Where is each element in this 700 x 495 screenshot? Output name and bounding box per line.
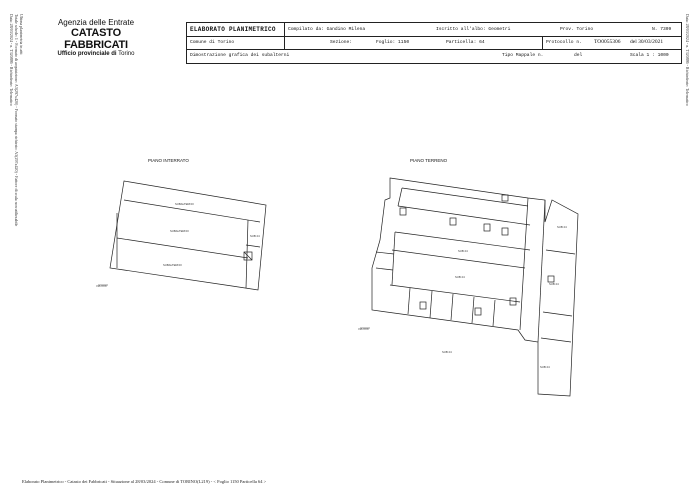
room-label: SUBALTERNO [175,202,194,206]
terreno-wall [430,291,432,318]
header-protocollo-date: del 30/03/2021 [630,39,664,45]
terreno-wall [546,250,575,254]
terreno-wall [543,312,572,316]
terreno-wall [472,297,474,323]
sub-label: SUB 24 [540,365,550,369]
side-line-1: Data: 28/03/2024 - n. T320886 - Richiedente: Telematico [9,14,14,106]
terreno-wall [376,268,393,270]
terreno-wall [398,206,530,225]
interrato-wall [246,245,260,247]
header-foglio: Foglio: 1150 [376,40,410,45]
interrato-wall [117,238,248,258]
sub-label: SUB 24 [549,282,559,286]
side-line-2: Totale schede: 1 - Formato di acquisizione: A3(297x420) - Formato stampa richiesto: A3(297x420) - Fattore di scala non utilizzabile [14,14,19,227]
header-scala: Scala 1 : 1000 [630,53,669,58]
interrato-outline [110,181,266,290]
header-comune: Comune di Torino [190,40,235,45]
interrato-stair-line [244,252,252,260]
agency-catasto: CATASTO FABBRICATI [64,27,128,51]
header-n: N. 7309 [652,27,672,32]
note-label: VIA XXX [358,327,369,331]
side-right-line-1: Data: 28/03/2024 - n. T320886 - Richiedente: Telematico [685,14,690,106]
sub-label: SUB 24 [458,249,468,253]
terreno-wall [392,232,395,285]
terreno-stair [502,228,508,235]
terreno-wall [520,198,528,330]
header-prov: Prov. Torino [560,27,594,32]
sub-label: SUB 24 [250,234,260,238]
agency-office-city: Torino [118,51,135,57]
terreno-wall [541,338,571,342]
room-label: SUBALTERNO [170,229,189,233]
header-protocollo-label: Protocollo n. [546,40,582,45]
note-label: VIA XXX [96,284,107,288]
header-particella: Particella: 64 [446,40,485,45]
terreno-wall [398,188,402,206]
terreno-wall [538,200,545,342]
terreno-wall [493,300,495,326]
footer-text: Elaborato Planimetrico - Catasto dei Fabbricati - Situazione al 28/03/2024 - Comune di TORINO(L219) - < Foglio 1150 Particella 64 > [22,479,267,484]
terreno-stair [484,224,490,231]
terreno-stair [400,208,406,215]
terreno-wall [451,294,453,320]
plan-interrato [110,181,266,290]
terreno-stair [420,302,426,309]
header-tipo-mappale: Tipo Mappale n. [502,53,544,58]
header-del: del [574,53,583,58]
agency-office-prefix: Ufficio provinciale di [57,51,117,57]
plan-terreno [372,178,578,396]
terreno-stair [502,195,508,201]
plan-label-terreno: PIANO TERRENO [410,158,448,163]
plan-label-interrato: PIANO INTERRATO [148,158,189,163]
terreno-wall [408,288,410,314]
sub-label: SUB 24 [455,275,465,279]
terreno-wall [402,188,528,206]
side-line-3: Ultima planimetria in atti [19,14,24,55]
sub-label: SUB 24 [557,225,567,229]
header-sezione: Sezione: [330,40,353,45]
header-compilato: Compilato da: Gandino Milena [288,27,366,32]
terreno-wall [376,252,394,254]
room-labels [96,202,567,369]
terreno-stair [450,218,456,225]
room-label: SUBALTERNO [163,263,182,267]
sub-label: SUB 24 [442,350,452,354]
header-iscritto: Iscritto all'albo: Geometri [436,27,511,32]
header-dimostrazione: Dimostrazione grafica dei subalterni [190,53,290,58]
north-arrows [98,285,370,328]
header-title: ELABORATO PLANIMETRICO [190,26,276,33]
terreno-stair [475,308,481,315]
terreno-wall [395,232,530,250]
header-protocollo-value: TO0055306 [594,39,621,45]
agency-name: Agenzia delle Entrate [57,18,135,27]
